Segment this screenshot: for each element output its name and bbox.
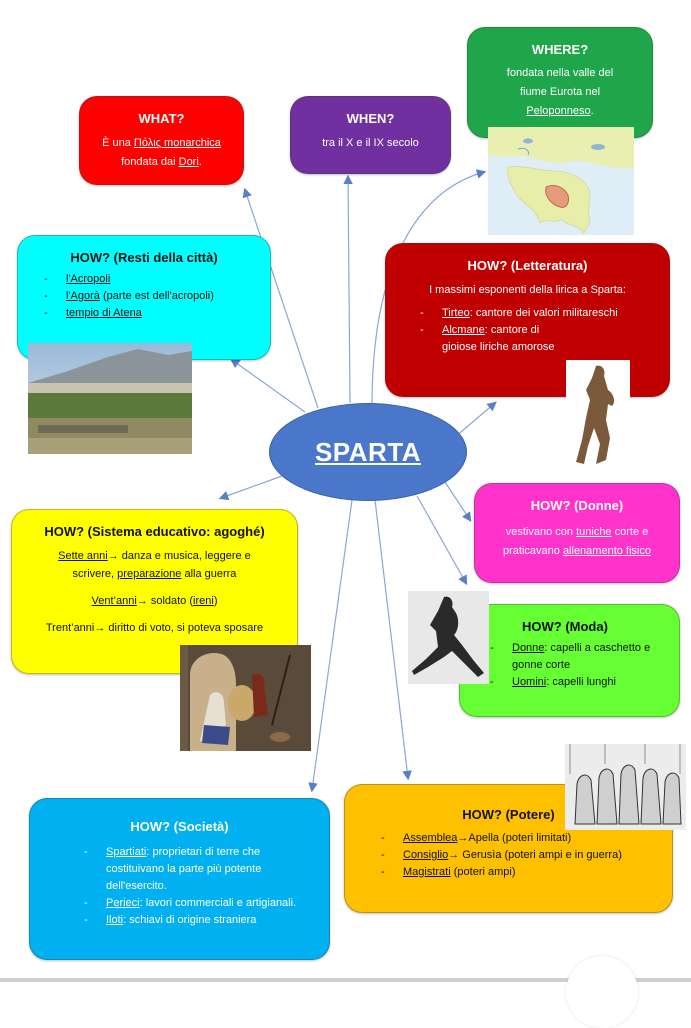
item-text: → Gerusìa (poteri ampi e in guerra) [448,849,622,861]
peloponneso-link: Peloponneso [526,105,591,117]
node-letteratura-title: HOW? (Letteratura) [467,258,588,273]
node-potere-title: HOW? (Potere) [462,807,555,822]
item-text: : cantore di gioiose liriche amorose [442,324,555,353]
node-when [290,96,451,174]
letteratura-item [420,322,655,356]
potere-item [381,864,662,881]
consiglio-link: Consiglio [403,849,449,861]
center-topic-sparta [269,403,467,501]
moda-item [490,640,669,674]
preparazione-link: preparazione [117,568,182,580]
peloponnese-map-image [488,127,634,235]
uomini-link: Uomini [512,676,547,688]
period: . [198,156,202,168]
tirteo-link: Tirteo [442,307,470,319]
letteratura-item [420,305,655,322]
polis-link: Πόλις monarchica [133,137,221,149]
what-text: È una [102,137,134,149]
elders-engraving-image [565,744,686,830]
p1-text: → danza e musica, leggere e scrivere, [72,550,251,580]
societa-item [84,912,317,929]
floating-action-button[interactable] [566,956,638,1028]
node-where-title: WHERE? [531,42,589,57]
node-educazione-title: HOW? (Sistema educativo: agoghé) [44,524,265,539]
alcmane-link: Alcmane [442,324,485,336]
resti-item [44,288,260,305]
item-text: →Apella (poteri limitati) [457,832,572,844]
letteratura-intro: I massimi esponenti della lirica a Sparta: [429,284,626,296]
item-text: (poteri ampi) [450,866,516,878]
where-line-2: fiume Eurota nel [519,86,601,98]
spartan-mother-painting-image [180,645,311,751]
magistrati-link: Magistrati [403,866,451,878]
educazione-p3: Trent’anni→ diritto di voto, si poteva sposare [45,622,264,634]
node-what-title: WHAT? [138,111,185,126]
moda-item [490,674,669,691]
item-text: : proprietari di terre che costituivano la parte più potente dell'esercito. [106,846,262,892]
item-text: : capelli lunghi [546,676,616,688]
node-when-text: tra il X e il IX secolo [322,137,419,149]
tempio-link: tempio di Atena [66,307,142,319]
sette-anni-link: Sette anni [58,550,108,562]
p2-text-end: ) [213,595,218,607]
ventanni-link: Vent’anni [91,595,137,607]
societa-item [84,895,317,912]
item-text: : capelli a caschetto e gonne corte [512,642,651,671]
item-text: : schiavi di origine straniera [123,914,257,926]
node-societa [29,798,330,960]
node-resti-title: HOW? (Resti della città) [70,250,218,265]
educazione-p2 [12,592,297,610]
allenamento-link: allenamento fisico [562,545,651,557]
running-girl-image [408,591,489,684]
node-donne-title: HOW? (Donne) [530,498,624,513]
item-text: (parte est dell'acropoli) [99,290,214,302]
node-moda [459,604,680,717]
perieci-link: Perieci [106,897,140,909]
node-where [467,27,653,138]
acropoli-link: l'Acropoli [66,273,111,285]
node-resti [17,235,271,360]
ireni-link: ireni [193,595,214,607]
node-donne [474,483,680,583]
item-text: : cantore dei valori militareschi [469,307,618,319]
period: . [590,105,594,117]
educazione-p1 [12,547,297,583]
donne-text: vestivano con [505,526,577,538]
node-when-title: WHEN? [346,111,395,126]
node-what [79,96,244,185]
iloti-link: Iloti [106,914,124,926]
node-moda-title: HOW? (Moda) [522,619,608,634]
resti-item [44,305,260,322]
center-topic-label: SPARTA [314,436,422,467]
assemblea-link: Assemblea [403,832,458,844]
ruins-photo [28,343,192,454]
bronze-statuette-image [566,360,630,468]
donne-link: Donne [512,642,545,654]
what-text-2: fondata dai [121,156,179,168]
societa-item [84,844,317,895]
potere-item [381,830,662,847]
item-text: : lavori commerciali e artigianali. [139,897,297,909]
where-line-1: fondata nella valle del [506,67,614,79]
tuniche-link: tuniche [576,526,612,538]
agora-link: l'Agorà [66,290,100,302]
potere-item [381,847,662,864]
resti-item [44,271,260,288]
p2-text: → soldato ( [136,595,194,607]
dori-link: Dori [178,156,199,168]
p1-text-end: alla guerra [181,568,237,580]
donne-text-2: corte e praticavano [503,526,649,557]
spartiati-link: Spartiati [106,846,147,858]
node-societa-title: HOW? (Società) [130,819,229,834]
